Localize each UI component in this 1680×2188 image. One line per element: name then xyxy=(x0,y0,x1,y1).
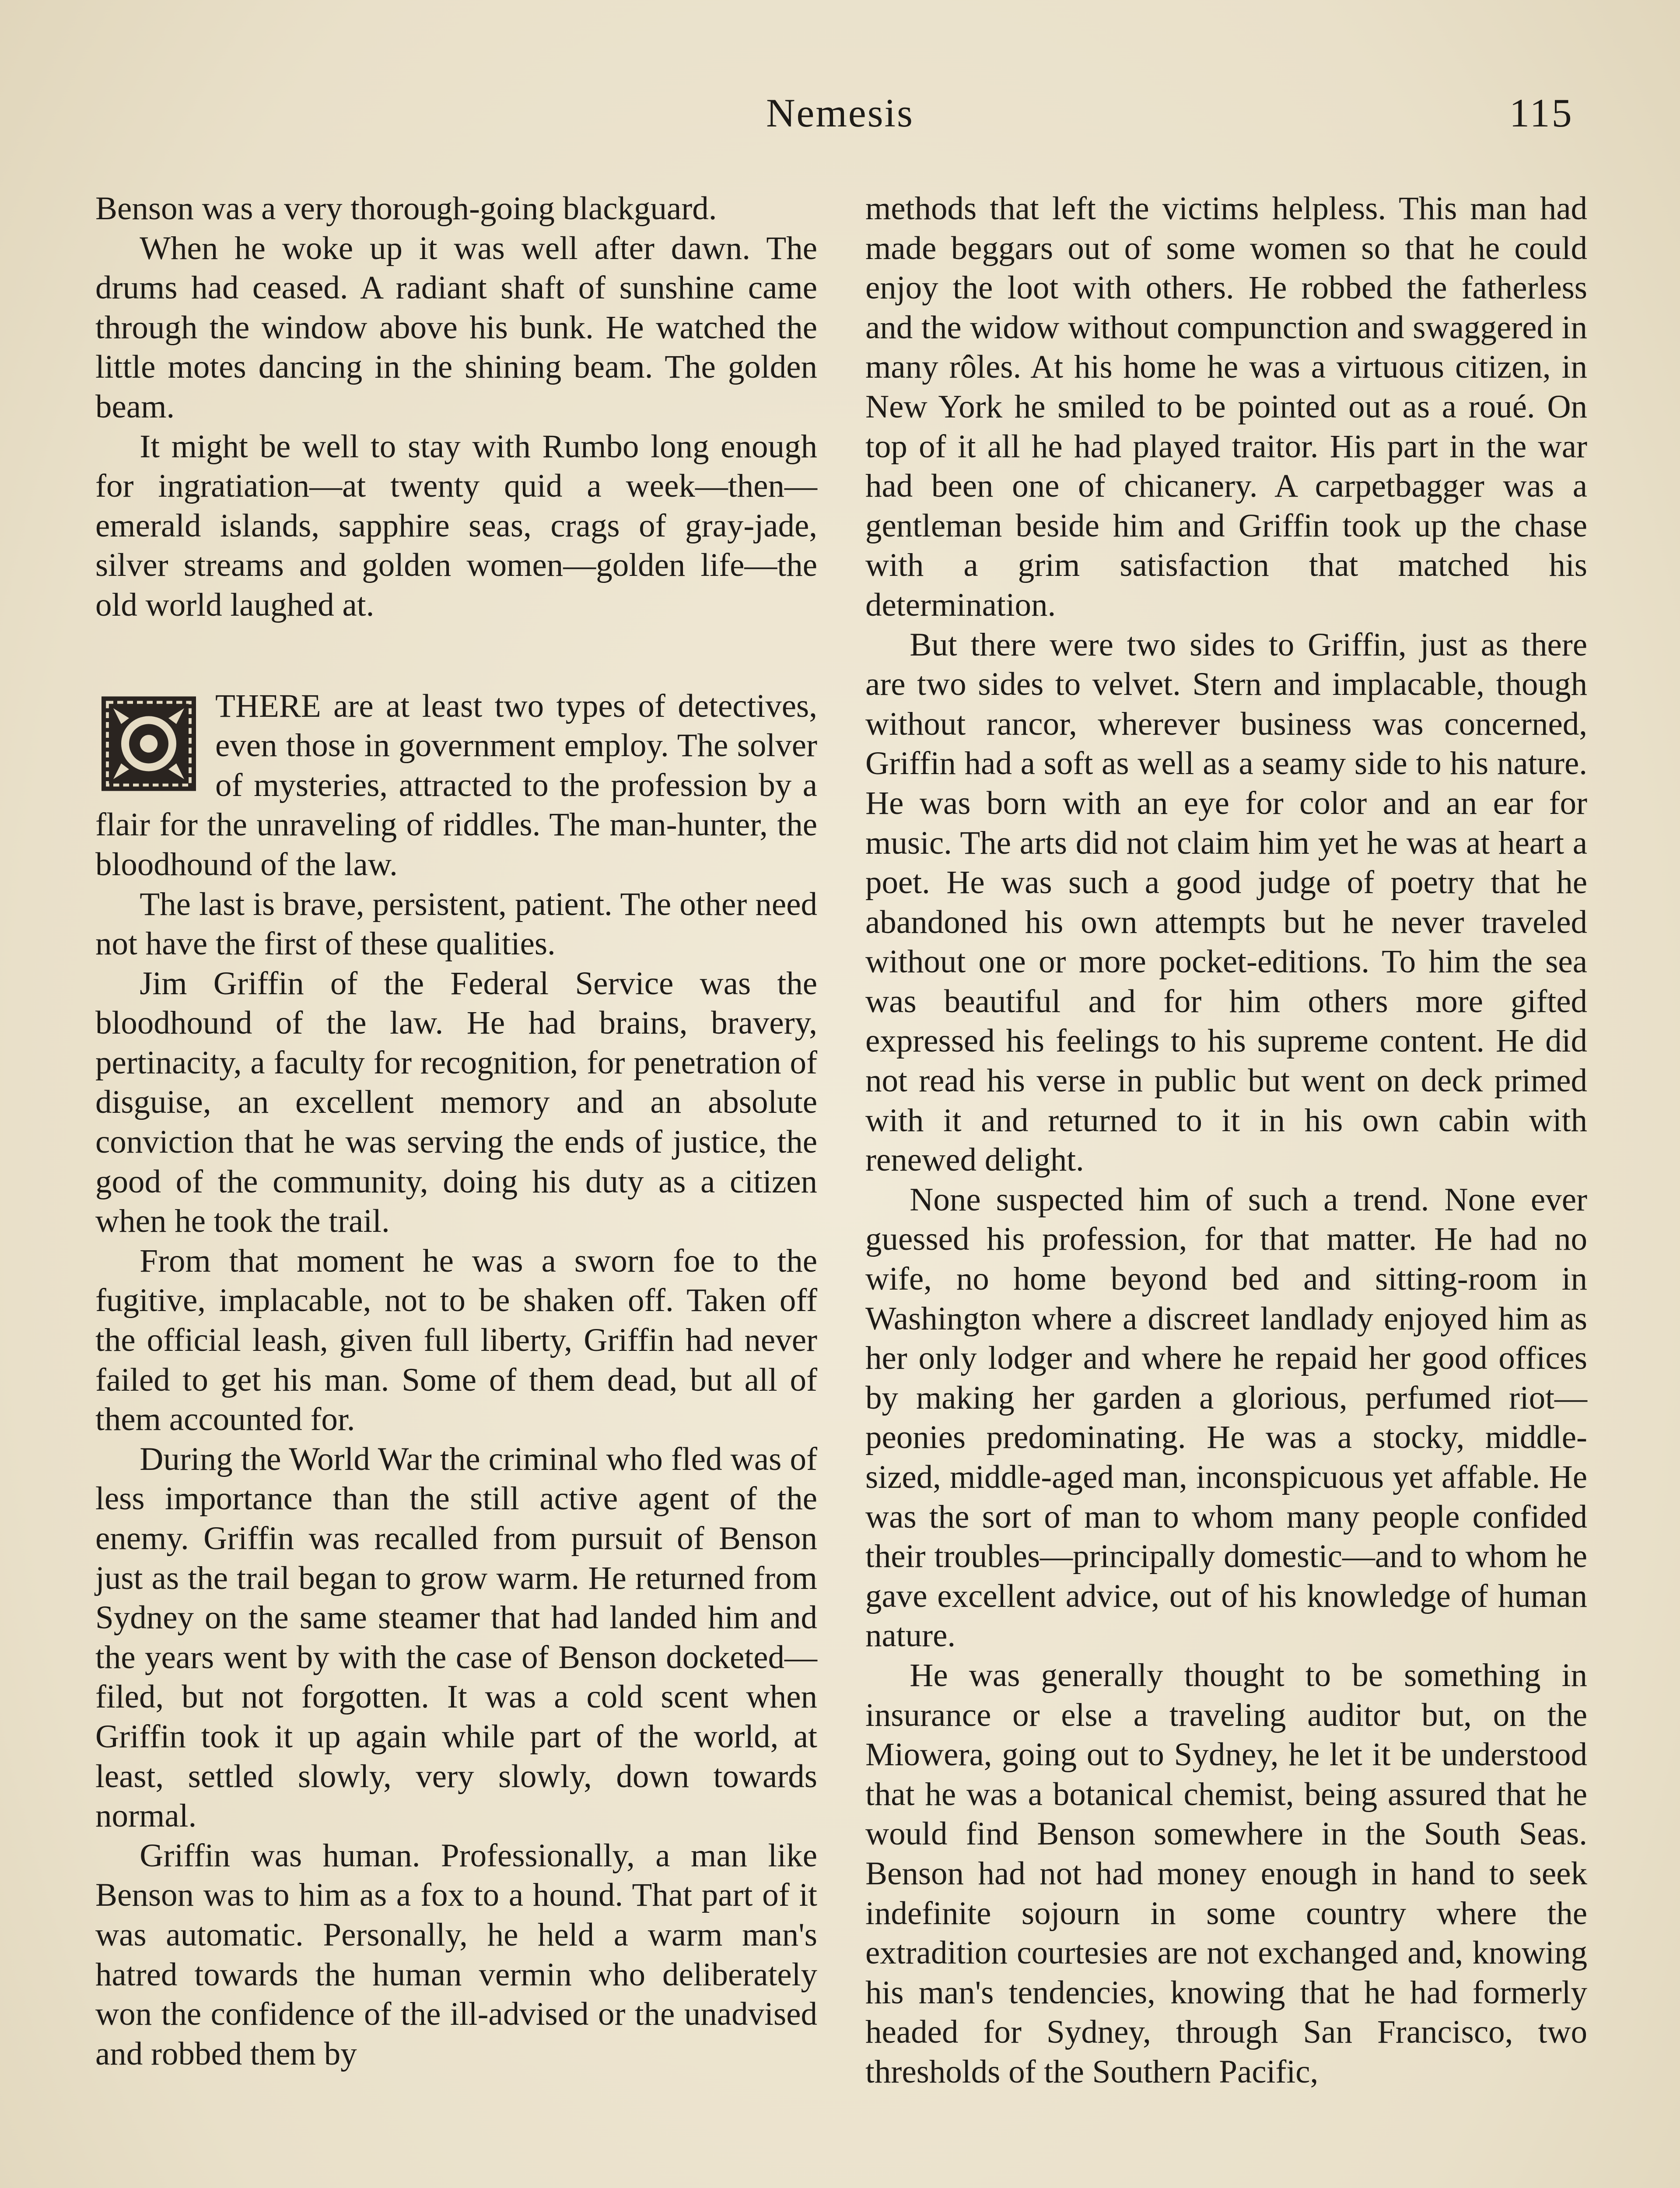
paragraph: Jim Griffin of the Federal Service was the bloodhound of the law. He had brains, bravery, pertinacity, a faculty for recognition, for penetration of disguise, an excellent memory and an absolute conviction that he was serving the ends of justice, the good of the community, doing his duty as a citizen when he took the trail. xyxy=(95,965,817,1240)
paragraph: From that moment he was a sworn foe to the fugitive, implacable, not to be shaken off. Taken off the official leash, given full liberty, Griffin had never failed to get his man. Some of them dead, but all of them accounted for. xyxy=(95,1242,817,1438)
paragraph: But there were two sides to Griffin, just as there are two sides to velvet. Stern and implacable, though without rancor, wherever business was concerned, Griffin had a soft as well as a seamy side to his nature. He was born with an eye for color and an ear for music. The arts did not claim him yet he was at heart a poet. He was such a good judge of poetry that he abandoned his own attempts but he never traveled without one or more pocket-editions. To him the sea was beautiful and for him others more gifted expressed his feelings to his supreme content. He did not read his verse in public but went on deck primed with it and returned to it in his own cabin with renewed delight. xyxy=(865,626,1587,1178)
paragraph-text: THERE are at least two types of detectives, even those in government employ. The solver of mysteries, attracted to the profession by a flair for the unraveling of riddles. The man-hunter, the bloodhound of the law. xyxy=(95,687,817,883)
paragraph: During the World War the criminal who fled was of less importance than the still active agent of the enemy. Griffin was recalled from pursuit of Benson just as the trail began to grow warm. He returned from Sydney on the same steamer that had landed him and the years went by with the case of Benson docketed—filed, but not forgotten. It was a cold scent when Griffin took it up again while part of the world, at least, settled slowly, very slowly, down towards normal. xyxy=(95,1441,817,1834)
paragraph: When he woke up it was well after dawn. The drums had ceased. A radiant shaft of sunshine came through the window above his bunk. He watched the little motes dancing in the shining beam. The golden beam. xyxy=(95,230,817,425)
running-title: Nemesis xyxy=(766,91,914,135)
paragraph: None suspected him of such a trend. None ever guessed his profession, for that matter. He had no wife, no home beyond bed and sitting-room in Washington where a discreet landlady enjoyed him as her only lodger and where he repaid her good offices by making her garden a glorious, perfumed riot—peonies predominating. He was a stocky, middle-sized, middle-aged man, inconspicuous yet affable. He was the sort of man to whom many people confided their troubles—principally domestic—and to whom he gave excellent advice, out of his knowledge of human nature. xyxy=(865,1181,1587,1654)
paragraph: He was generally thought to be something in insurance or else a traveling auditor but, on the Miowera, going out to Sydney, he let it be understood that he was a botanical chemist, being assured that he would find Benson somewhere in the South Seas. Benson had not had money enough in hand to seek indefinite sojourn in some country where the extradition courtesies are not exchanged and, knowing his man's tendencies, knowing that he had formerly headed for Sydney, through San Francisco, two thresholds of the Southern Pacific, xyxy=(865,1657,1587,2090)
paragraph: The last is brave, persistent, patient. The other need not have the first of these qualities. xyxy=(95,886,817,962)
paragraph: It might be well to stay with Rumbo long enough for ingratiation—at twenty quid a week—then—emerald islands, sapphire seas, crags of gray-jade, silver streams and golden women—golden life—the old world laughed at. xyxy=(95,428,817,623)
paragraph: Benson was a very thorough-going blackguard. xyxy=(95,190,717,227)
paragraph: methods that left the victims helpless. This man had made beggars out of some women so that he could enjoy the loot with others. He robbed the fatherless and the widow without compunction and swaggered in many rôles. At his home he was a virtuous citizen, in New York he smiled to be pointed out as a roué. On top of it all he had played traitor. His part in the war had been one of chicanery. A carpetbagger was a gentleman beside him and Griffin took up the chase with a grim satisfaction that matched his determination. xyxy=(865,190,1587,623)
section-opening-paragraph xyxy=(95,687,817,885)
page-number: 115 xyxy=(1509,91,1574,135)
right-column xyxy=(865,189,1587,2092)
ornament-icon xyxy=(99,694,199,793)
paragraph: Griffin was human. Professionally, a man like Benson was to him as a fox to a hound. That part of it was automatic. Personally, he held a warm man's hatred towards the human vermin who deliberately won the confidence of the ill-advised or the unadvised and robbed them by xyxy=(95,1837,817,2072)
left-column xyxy=(95,189,817,2074)
